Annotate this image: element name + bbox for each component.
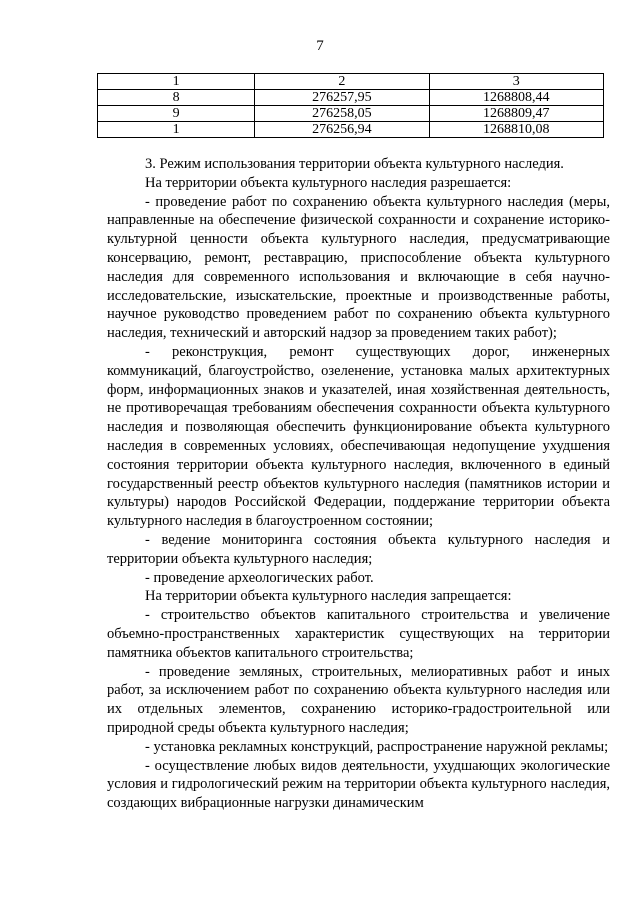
table-cell: 276258,05 [255,106,429,122]
table-cell: 1268810,08 [429,122,603,138]
page-number: 7 [316,38,324,54]
list-item: - строительство объектов капитального строительства и увеличение объемно-пространственных характеристик существующих на территории памятника объектов капитального строительства; [107,607,610,661]
list-item: - установка рекламных конструкций, распространение наружной рекламы; [145,738,609,755]
table-header-cell: 3 [429,74,603,90]
list-item: - реконструкция, ремонт существующих дорог, инженерных коммуникаций, благоустройство, озеленение, установка малых архитектурных форм, информационных знаков и указателей, иная хозяйственная деятельность, не противоречащая требованиям обеспечения сохранности объекта культурного наследия и позволяющая обеспечить функционирование объекта культурного наследия в современных условиях, обеспечивающая недопущение ухудшения состояния территории объекта культурного наследия, включенного в единый государственный реестр объектов культурного наследия (памятников истории и культуры) народов Российской Федерации, поддержание территории объекта культурного наследия в благоустроенном состоянии; [107,343,610,530]
coordinates-table [97,73,604,138]
table-header-cell: 2 [255,74,429,90]
section-heading: 3. Режим использования территории объекта культурного наследия. [145,156,564,172]
paragraph: На территории объекта культурного наследия запрещается: [145,588,512,605]
table-row [98,122,604,138]
list-item: - проведение археологических работ. [145,569,374,586]
list-item: - проведение работ по сохранению объекта культурного наследия (меры, направленные на обеспечение физической сохранности и сохранение историко-культурной ценности объекта культурного наследия, предусматривающие консервацию, ремонт, реставрацию, приспособление объекта культурного наследия для современного использования и включающие в себя научно-исследовательские, изыскательские, проектные и производственные работы, научное руководство проведением работ по сохранению объекта культурного наследия, технический и авторский надзор за проведением таких работ); [107,193,610,342]
list-item: - осуществление любых видов деятельности, ухудшающих экологические условия и гидрологический режим на территории объекта культурного наследия, создающих вибрационные нагрузки динамическим [107,757,610,812]
table-cell: 1 [98,122,255,138]
list-item: - ведение мониторинга состояния объекта культурного наследия и территории объекта культурного наследия; [107,531,610,567]
table-header-cell: 1 [98,74,255,90]
table-row [98,106,604,122]
table-cell: 1268808,44 [429,90,603,106]
paragraph: На территории объекта культурного наследия разрешается: [145,174,512,191]
table-cell: 8 [98,90,255,106]
table-cell: 9 [98,106,255,122]
table-header-row [98,74,604,90]
list-item: - проведение земляных, строительных, мелиоративных работ и иных работ, за исключением работ по сохранению объекта культурного наследия или их отдельных элементов, сохранению историко-градостроительной или природной среды объекта культурного наследия; [107,663,610,736]
table-cell: 276257,95 [255,90,429,106]
table-cell: 1268809,47 [429,106,603,122]
document-body [107,155,610,813]
table-row [98,90,604,106]
table-cell: 276256,94 [255,122,429,138]
